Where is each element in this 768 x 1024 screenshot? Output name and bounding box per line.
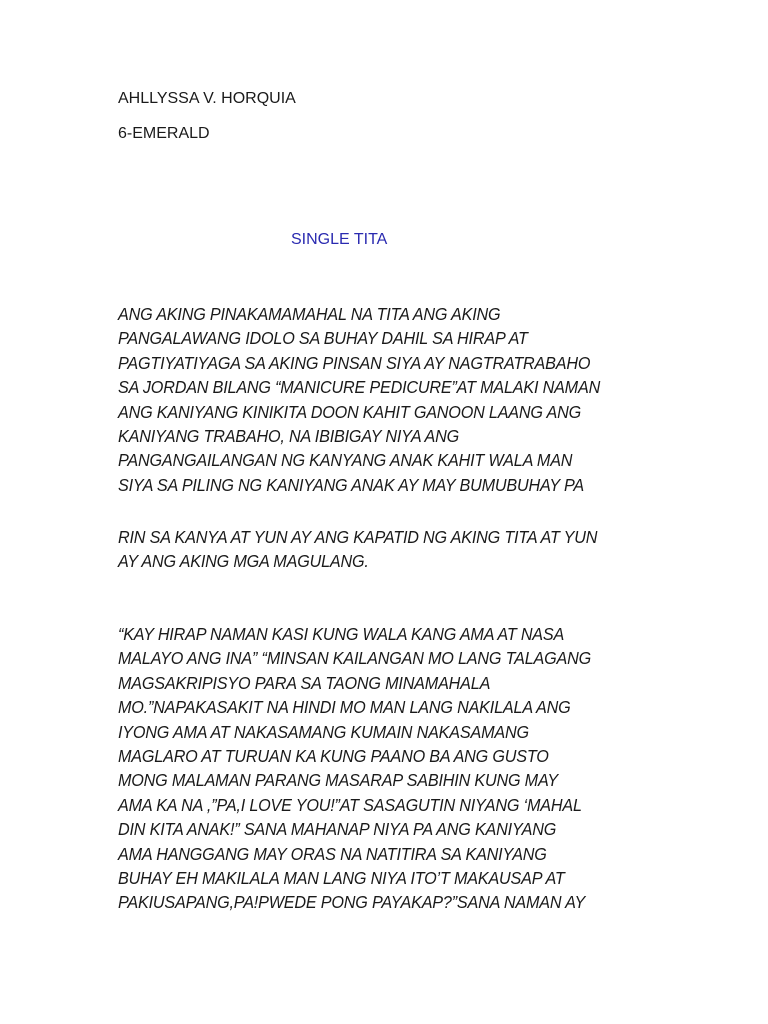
text-line: SA JORDAN BILANG “MANICURE PEDICURE”AT MALAKI NAMAN (118, 377, 601, 398)
text-line: AY ANG AKING MGA MAGULANG. (118, 551, 369, 572)
text-line: SIYA SA PILING NG KANIYANG ANAK AY MAY BUMUBUHAY PA (118, 474, 584, 495)
class-section: 6-EMERALD (118, 125, 210, 142)
text-line: DIN KITA ANAK!” SANA MAHANAP NIYA PA ANG KANIYANG (118, 819, 557, 840)
text-line: MONG MALAMAN PARANG MASARAP SABIHIN KUNG MAY (118, 770, 558, 791)
paragraph-1 (118, 302, 600, 497)
text-line: KANIYANG TRABAHO, NA IBIBIGAY NIYA ANG (118, 426, 460, 447)
text-line: MAGLARO AT TURUAN KA KUNG PAANO BA ANG GUSTO (118, 746, 549, 767)
text-line: ANG AKING PINAKAMAMAHAL NA TITA ANG AKING (118, 304, 501, 324)
text-line: MO.”NAPAKASAKIT NA HINDI MO MAN LANG NAKILALA ANG (118, 697, 571, 718)
text-line: MALAYO ANG INA” “MINSAN KAILANGAN MO LANG TALAGANG (118, 648, 591, 669)
text-line: PAKIUSAPANG,PA!PWEDE PONG PAYAKAP?”SANA NAMAN AY (118, 892, 586, 913)
paragraph-1-continued (118, 525, 597, 574)
text-line: PANGANGAILANGAN NG KANYANG ANAK KAHIT WALA MAN (118, 450, 573, 471)
text-line: IYONG AMA AT NAKASAMANG KUMAIN NAKASAMANG (118, 721, 529, 742)
author-name: AHLLYSSA V. HORQUIA (118, 90, 296, 107)
text-line: AMA HANGGANG MAY ORAS NA NATITIRA SA KANIYANG (118, 843, 547, 864)
paragraph-2 (118, 622, 591, 915)
text-line: PAGTIYATIYAGA SA AKING PINSAN SIYA AY NAGTRATRABAHO (118, 352, 591, 373)
text-line: RIN SA KANYA AT YUN AY ANG KAPATID NG AKING TITA AT YUN (118, 527, 598, 547)
text-line: PANGALAWANG IDOLO SA BUHAY DAHIL SA HIRAP AT (118, 328, 528, 349)
document-title: SINGLE TITA (291, 231, 388, 248)
text-line: MAGSAKRIPISYO PARA SA TAONG MINAMAHALA (118, 672, 491, 693)
text-line: AMA KA NA ,”PA,I LOVE YOU!”AT SASAGUTIN NIYANG ‘MAHAL (118, 794, 582, 815)
text-line: ANG KANIYANG KINIKITA DOON KAHIT GANOON LAANG ANG (118, 401, 581, 422)
text-line: “KAY HIRAP NAMAN KASI KUNG WALA KANG AMA AT NASA (118, 624, 565, 644)
text-line: BUHAY EH MAKILALA MAN LANG NIYA ITO’T MAKAUSAP AT (118, 868, 565, 889)
